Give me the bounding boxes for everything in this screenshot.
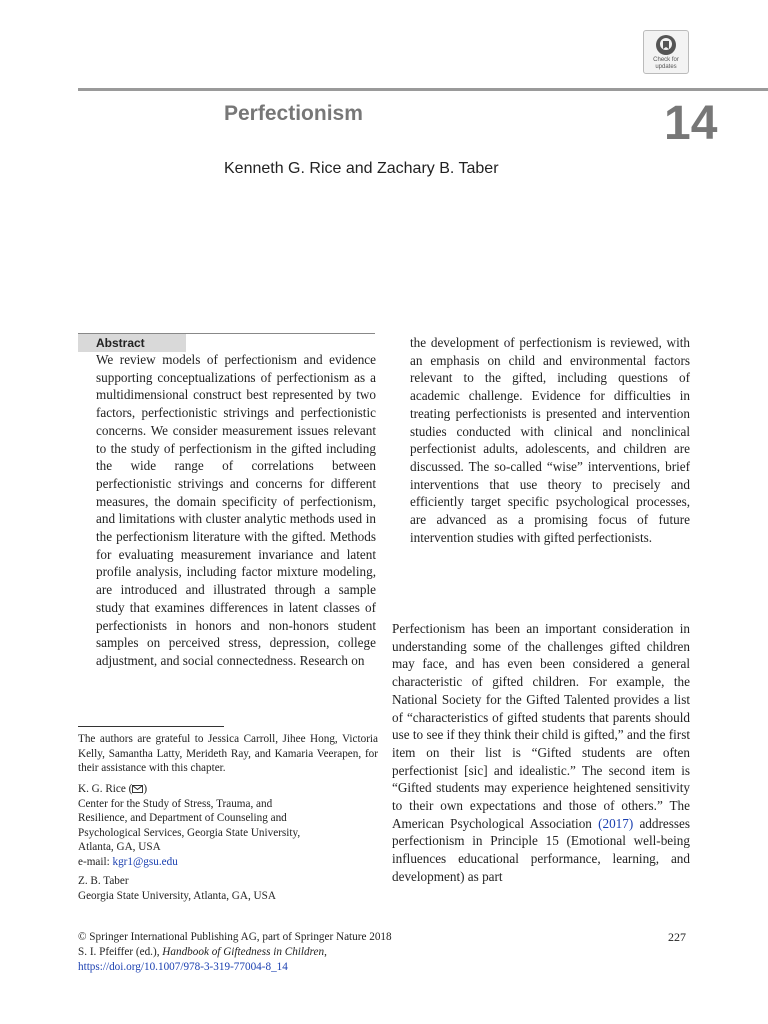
chapter-title: Perfectionism [224,102,363,125]
publication-footer [78,930,478,974]
book-title: Handbook of Giftedness in Children [162,945,325,958]
page-number: 227 [668,930,686,944]
footnote-rule [78,726,224,727]
author2-affiliation [78,874,378,903]
doi-link[interactable]: https://doi.org/10.1007/978-3-319-77004-8_14 [78,960,288,973]
body-text-b: addresses perfectionism in Principle 15 (Emotional well-being influences educational performance, learning, and development) as part [392,815,690,884]
book-suffix: , [324,945,327,958]
acknowledgment-note: The authors are grateful to Jessica Carroll, Jihee Hong, Victoria Kelly, Samantha Latty, Merideth Ray, and Kamaria Veerapen, for their assistance with this chapter. [78,733,378,775]
author2-name: Z. B. Taber [78,875,129,887]
email-label: e-mail: [78,855,113,868]
author1-line3: Psychological Services, Georgia State University, [78,826,301,839]
chapter-authors: Kenneth G. Rice and Zachary B. Taber [224,160,499,177]
author2-affil: Georgia State University, Atlanta, GA, USA [78,889,276,902]
badge-label-line1: Check for [653,57,679,63]
chapter-number: 14 [664,97,718,150]
abstract-text-right: the development of perfectionism is reviewed, with an emphasis on child and environmental factors relevant to the gifted, including questions of academic challenge. Evidence for difficulties in treating perfectionists is presented and intervention studies conducted with clinical and nonclinical perfectionist adults, adolescents, and children are discussed. The so-called “wise” interventions, brief interventions that use theory to precisely and efficiently target specific psychological processes, are advanced as a promising focus of future intervention studies with gifted perfectionists. [410,335,690,545]
author1-line1: Center for the Study of Stress, Trauma, and [78,797,273,810]
author1-line4: Atlanta, GA, USA [78,841,161,854]
citation-line [78,945,478,960]
abstract-label: Abstract [78,334,186,352]
email-link[interactable]: kgr1@gsu.edu [112,855,178,868]
author1-name: K. G. Rice ( [78,783,133,795]
author1-name-line [78,782,378,797]
check-for-updates-badge[interactable] [643,30,689,74]
copyright-line: © Springer International Publishing AG, part of Springer Nature 2018 [78,931,392,943]
author1-affiliation [78,782,378,870]
author1-line2: Resilience, and Department of Counseling and [78,812,287,825]
author1-name-close: ) [143,783,148,795]
abstract-text-left: We review models of perfectionism and evidence supporting conceptualizations of perfectionism as a multidimensional construct best represented by two factors, perfectionistic strivings and perfectionistic concerns. We consider measurement issues relevant to the study of perfectionism in the gifted including the wide range of correlations between perfectionistic strivings and concerns for different measures, the domain specificity of perfectionism, and limitations with cluster analytic methods used in the perfectionism literature with the gifted. Methods for evaluating measurement invariance and latent profile analysis, including factor mixture modeling, are introduced and illustrated through a sample study that examines differences in latent classes of perfectionists in honors and non-honors student samples on perceived stress, depression, college adjustment, and social connectedness. Research on [96,352,376,668]
bookmark-icon [655,34,677,56]
body-text-a: Perfectionism has been an important consideration in understanding some of the challenges gifted children may face, and has even been considered a general characteristic of gifted children. For example, the National Society for the Gifted Talented provides a list of “characteristics of gifted students that parents should use to see if they think their child is gifted,” and the first item on their list is “Gifted students are often perfectionist [sic] and idealistic.” The second item is “Gifted students may experience heightened sensitivity to their own expectations and those of others.” The American Psychological Association [392,621,690,831]
body-paragraph [392,620,690,886]
header-rule [78,88,768,91]
envelope-icon [132,785,143,793]
email-line [78,855,378,870]
badge-label-line2: updates [655,64,677,70]
editor: S. I. Pfeiffer (ed.), [78,945,163,958]
citation-link[interactable]: (2017) [598,815,634,831]
